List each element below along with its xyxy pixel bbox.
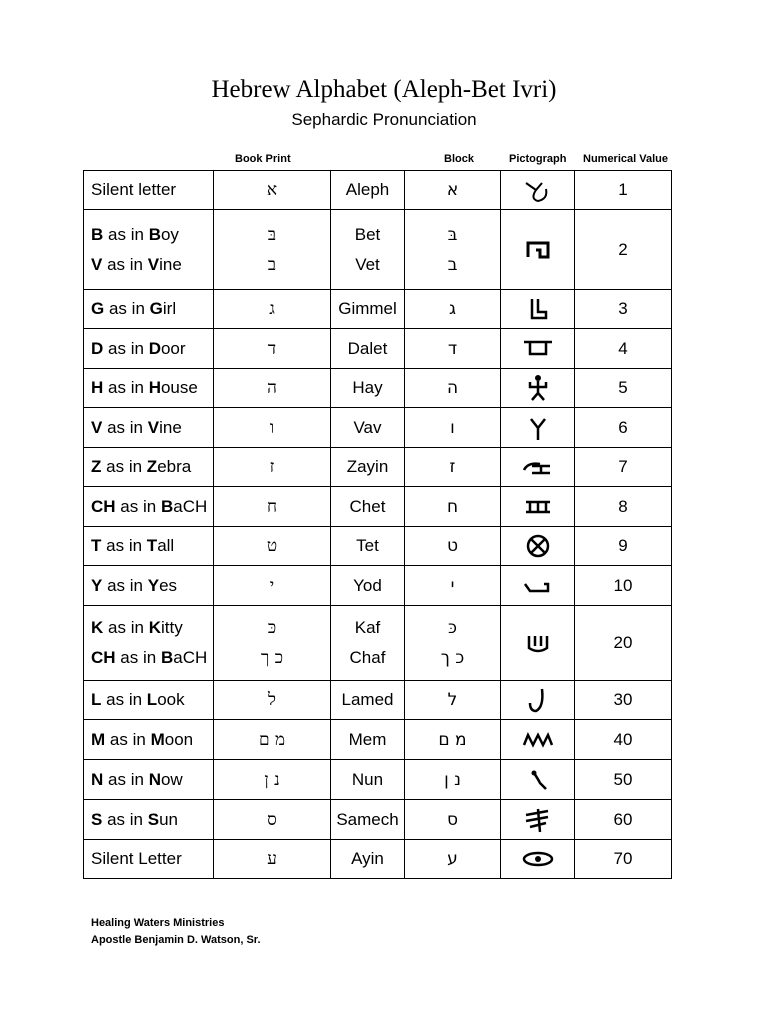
block-cell: ס: [405, 800, 501, 840]
letter-name-cell: Kaf Chaf: [331, 606, 405, 681]
page-subtitle: Sephardic Pronunciation: [291, 110, 477, 129]
staff-icon: [518, 689, 558, 708]
pronunciation-cell: H as in House: [84, 369, 214, 408]
pronunciation-cell: D as in Door: [84, 329, 214, 369]
page-title: Hebrew Alphabet (Aleph-Bet Ivri): [211, 76, 557, 103]
pictograph-cell: [501, 800, 575, 840]
table-row: [84, 210, 672, 290]
footer-author: Apostle Benjamin D. Watson, Sr.: [91, 934, 261, 946]
block-cell: ה: [405, 369, 501, 408]
arm-hand-icon: [518, 575, 558, 594]
table-row: [84, 681, 672, 720]
block-cell: ו: [405, 408, 501, 448]
block-cell: ע: [405, 840, 501, 879]
book-print-cell: י: [214, 566, 331, 606]
pictograph-cell: [501, 408, 575, 448]
numerical-value-cell: 6: [575, 408, 672, 448]
numerical-value-cell: 20: [575, 606, 672, 681]
book-print-cell: ט: [214, 527, 331, 566]
block-cell: ד: [405, 329, 501, 369]
table-row: [84, 800, 672, 840]
book-print-cell: ס: [214, 800, 331, 840]
pictograph-cell: [501, 681, 575, 720]
block-cell: נ ן: [405, 760, 501, 800]
table-row: [84, 720, 672, 760]
book-print-cell: בּ ב: [214, 210, 331, 290]
numerical-value-cell: 70: [575, 840, 672, 879]
table-row: [84, 606, 672, 681]
book-print-cell: ל: [214, 681, 331, 720]
block-cell: כּ כ ך: [405, 606, 501, 681]
letter-name-cell: Hay: [331, 369, 405, 408]
pronunciation-cell: G as in Girl: [84, 290, 214, 329]
numerical-value-cell: 9: [575, 527, 672, 566]
basket-icon: [518, 535, 558, 554]
pronunciation-cell: K as in Kitty CH as in BaCH: [84, 606, 214, 681]
table-row: [84, 760, 672, 800]
numerical-value-cell: 5: [575, 369, 672, 408]
man-arms-raised-icon: [518, 377, 558, 396]
letter-name-cell: Gimmel: [331, 290, 405, 329]
house-icon: [518, 239, 558, 258]
book-print-cell: ח: [214, 487, 331, 527]
eye-icon: [518, 848, 558, 867]
table-row: [84, 171, 672, 210]
col-header-book-print: Book Print: [235, 153, 291, 165]
pronunciation-cell: V as in Vine: [84, 408, 214, 448]
block-cell: בּ ב: [405, 210, 501, 290]
letter-name-cell: Ayin: [331, 840, 405, 879]
foot-icon: [518, 298, 558, 317]
letter-name-cell: Bet Vet: [331, 210, 405, 290]
numerical-value-cell: 50: [575, 760, 672, 800]
letter-name-cell: Mem: [331, 720, 405, 760]
letter-name-cell: Samech: [331, 800, 405, 840]
book-print-cell: ז: [214, 448, 331, 487]
book-print-cell: ו: [214, 408, 331, 448]
letter-name-cell: Nun: [331, 760, 405, 800]
book-print-cell: א: [214, 171, 331, 210]
table-row: [84, 369, 672, 408]
pronunciation-cell: Silent Letter: [84, 840, 214, 879]
seed-icon: [518, 769, 558, 788]
numerical-value-cell: 30: [575, 681, 672, 720]
pronunciation-cell: Z as in Zebra: [84, 448, 214, 487]
pictograph-cell: [501, 210, 575, 290]
block-cell: ג: [405, 290, 501, 329]
letter-name-cell: Chet: [331, 487, 405, 527]
water-icon: [518, 729, 558, 748]
tent-peg-icon: [518, 417, 558, 436]
book-print-cell: מ ם: [214, 720, 331, 760]
numerical-value-cell: 7: [575, 448, 672, 487]
pronunciation-cell: L as in Look: [84, 681, 214, 720]
pictograph-cell: [501, 840, 575, 879]
col-header-pictograph: Pictograph: [509, 153, 567, 165]
pictograph-cell: [501, 760, 575, 800]
numerical-value-cell: 60: [575, 800, 672, 840]
palm-icon: [518, 632, 558, 651]
numerical-value-cell: 2: [575, 210, 672, 290]
book-print-cell: ד: [214, 329, 331, 369]
letter-name-cell: Vav: [331, 408, 405, 448]
numerical-value-cell: 4: [575, 329, 672, 369]
pictograph-cell: [501, 369, 575, 408]
book-print-cell: ג: [214, 290, 331, 329]
numerical-value-cell: 1: [575, 171, 672, 210]
letter-name-cell: Dalet: [331, 329, 405, 369]
book-print-cell: נ ן: [214, 760, 331, 800]
pronunciation-cell: N as in Now: [84, 760, 214, 800]
block-cell: ח: [405, 487, 501, 527]
numerical-value-cell: 10: [575, 566, 672, 606]
table-row: [84, 329, 672, 369]
block-cell: ט: [405, 527, 501, 566]
door-icon: [518, 338, 558, 357]
numerical-value-cell: 8: [575, 487, 672, 527]
table-row: [84, 527, 672, 566]
letter-name-cell: Zayin: [331, 448, 405, 487]
table-row: [84, 487, 672, 527]
table-row: [84, 408, 672, 448]
col-header-block: Block: [444, 153, 474, 165]
table-row: [84, 566, 672, 606]
block-cell: א: [405, 171, 501, 210]
pictograph-cell: [501, 290, 575, 329]
pronunciation-cell: B as in Boy V as in Vine: [84, 210, 214, 290]
block-cell: ל: [405, 681, 501, 720]
col-header-numerical-value: Numerical Value: [583, 153, 668, 165]
table-row: [84, 840, 672, 879]
block-cell: ז: [405, 448, 501, 487]
footer-ministry: Healing Waters Ministries: [91, 917, 225, 929]
table-row: [84, 290, 672, 329]
pronunciation-cell: CH as in BaCH: [84, 487, 214, 527]
letter-name-cell: Lamed: [331, 681, 405, 720]
book-print-cell: כּ כ ך: [214, 606, 331, 681]
block-cell: מ ם: [405, 720, 501, 760]
table-row: [84, 448, 672, 487]
thorn-icon: [518, 809, 558, 828]
pronunciation-cell: M as in Moon: [84, 720, 214, 760]
fence-icon: [518, 496, 558, 515]
letter-name-cell: Aleph: [331, 171, 405, 210]
pictograph-cell: [501, 487, 575, 527]
block-cell: י: [405, 566, 501, 606]
pictograph-cell: [501, 329, 575, 369]
pronunciation-cell: Silent letter: [84, 171, 214, 210]
weapon-icon: [518, 456, 558, 475]
ox-head-icon: [518, 179, 558, 198]
book-print-cell: ע: [214, 840, 331, 879]
pronunciation-cell: S as in Sun: [84, 800, 214, 840]
pronunciation-cell: Y as in Yes: [84, 566, 214, 606]
alphabet-table: [83, 170, 672, 879]
pronunciation-cell: T as in Tall: [84, 527, 214, 566]
letter-name-cell: Tet: [331, 527, 405, 566]
book-print-cell: ה: [214, 369, 331, 408]
pictograph-cell: [501, 171, 575, 210]
pictograph-cell: [501, 606, 575, 681]
pictograph-cell: [501, 566, 575, 606]
numerical-value-cell: 40: [575, 720, 672, 760]
pictograph-cell: [501, 720, 575, 760]
pictograph-cell: [501, 448, 575, 487]
pictograph-cell: [501, 527, 575, 566]
letter-name-cell: Yod: [331, 566, 405, 606]
numerical-value-cell: 3: [575, 290, 672, 329]
